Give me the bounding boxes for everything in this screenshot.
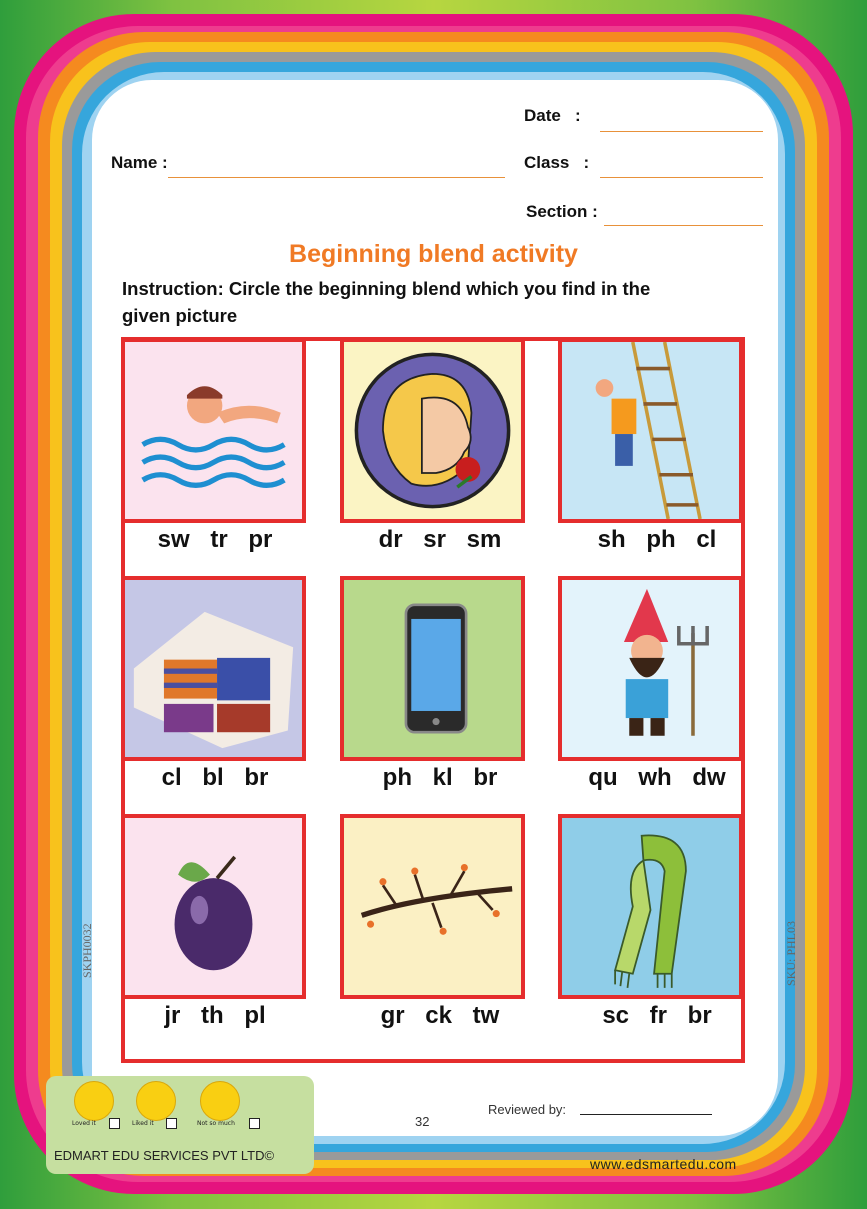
options-2[interactable]: dr sr sm [378, 526, 502, 553]
page-number: 32 [415, 1114, 430, 1129]
options-1[interactable]: sw tr pr [157, 526, 273, 553]
picture-dwarf-with-pitchfork [558, 576, 743, 761]
picture-tree-branch [340, 814, 525, 999]
picture-plum [121, 814, 306, 999]
picture-woman-smelling-rose [340, 338, 525, 523]
liked-it-checkbox[interactable] [166, 1118, 177, 1129]
picture-scarf [558, 814, 743, 999]
reviewed-by-field[interactable] [580, 1114, 712, 1115]
not-so-much-label: Not so much [197, 1120, 235, 1127]
picture-swimmer [121, 338, 306, 523]
smiling-face-icon [136, 1081, 176, 1121]
picture-boy-climbing-rope-ladder [558, 338, 743, 523]
laughing-face-icon [74, 1081, 114, 1121]
name-field[interactable] [168, 177, 505, 178]
options-6[interactable]: qu wh dw [588, 764, 726, 791]
options-3[interactable]: sh ph cl [597, 526, 717, 553]
class-label: Class : [524, 153, 590, 172]
section-label: Section : [526, 202, 598, 221]
company-name: EDMART EDU SERVICES PVT LTD© [54, 1148, 275, 1163]
liked-it-label: Liked it [132, 1120, 154, 1127]
instruction-text: Instruction: Circle the beginning blend which you find in the given picture [122, 278, 651, 326]
picture-folded-blanket [121, 576, 306, 761]
date-label: Date : [524, 106, 581, 125]
not-so-much-checkbox[interactable] [249, 1118, 260, 1129]
website-url[interactable]: www.edsmartedu.com [590, 1156, 737, 1172]
loved-it-label: Loved it [72, 1120, 96, 1127]
options-5[interactable]: ph kl br [382, 764, 498, 791]
picture-mobile-phone [340, 576, 525, 761]
side-code-right: SKU: PHL03 [784, 920, 798, 986]
side-code-left: SKPH0032 [80, 923, 94, 978]
options-9[interactable]: sc fr br [602, 1002, 712, 1029]
reviewed-by-label: Reviewed by: [488, 1102, 567, 1117]
date-field[interactable] [600, 131, 763, 132]
options-4[interactable]: cl bl br [161, 764, 269, 791]
class-field[interactable] [600, 177, 763, 178]
section-field[interactable] [604, 225, 763, 226]
loved-it-checkbox[interactable] [109, 1118, 120, 1129]
unsure-face-icon [200, 1081, 240, 1121]
name-label: Name : [111, 153, 168, 172]
options-8[interactable]: gr ck tw [380, 1002, 500, 1029]
worksheet-title: Beginning blend activity [289, 240, 578, 268]
options-7[interactable]: jr th pl [164, 1002, 266, 1029]
